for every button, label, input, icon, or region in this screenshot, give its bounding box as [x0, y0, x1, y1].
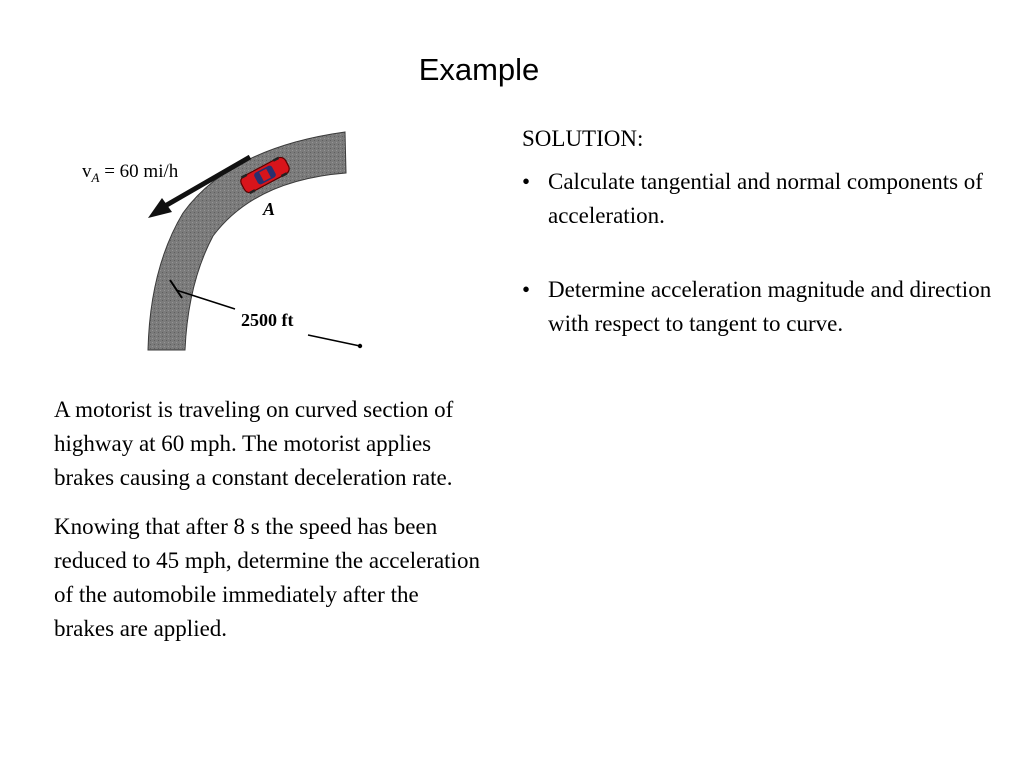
slide-title: Example [418, 52, 540, 87]
bullet-icon: • [522, 169, 531, 194]
solution-step [522, 165, 1002, 233]
highway-diagram [70, 128, 380, 358]
problem-paragraph-1: A motorist is traveling on curved section of highway at 60 mph. The motorist applies brakes causing a constant deceleration rate. [54, 397, 454, 490]
radius-line-lower [308, 335, 360, 346]
solution-section [522, 122, 1002, 381]
problem-paragraph-2: Knowing that after 8 s the speed has been reduced to 45 mph, determine the acceleration of the automobile immediately after the brakes are applied. [54, 514, 480, 641]
point-a-label: A [263, 199, 276, 219]
solution-step-text: Determine acceleration magnitude and direction with respect to tangent to curve. [548, 277, 992, 336]
curved-highway-figure [70, 128, 380, 358]
solution-steps [522, 165, 1002, 341]
center-point [358, 344, 362, 348]
solution-heading: SOLUTION: [522, 126, 644, 151]
problem-statement [54, 393, 484, 661]
radius-label: 2500 ft [241, 310, 294, 330]
velocity-arrow-head [148, 198, 172, 218]
solution-step-text: Calculate tangential and normal components of acceleration. [548, 169, 983, 228]
velocity-label: $v_A = 60$ mi/h [82, 161, 179, 185]
solution-step [522, 273, 1002, 341]
bullet-icon: • [522, 277, 531, 302]
